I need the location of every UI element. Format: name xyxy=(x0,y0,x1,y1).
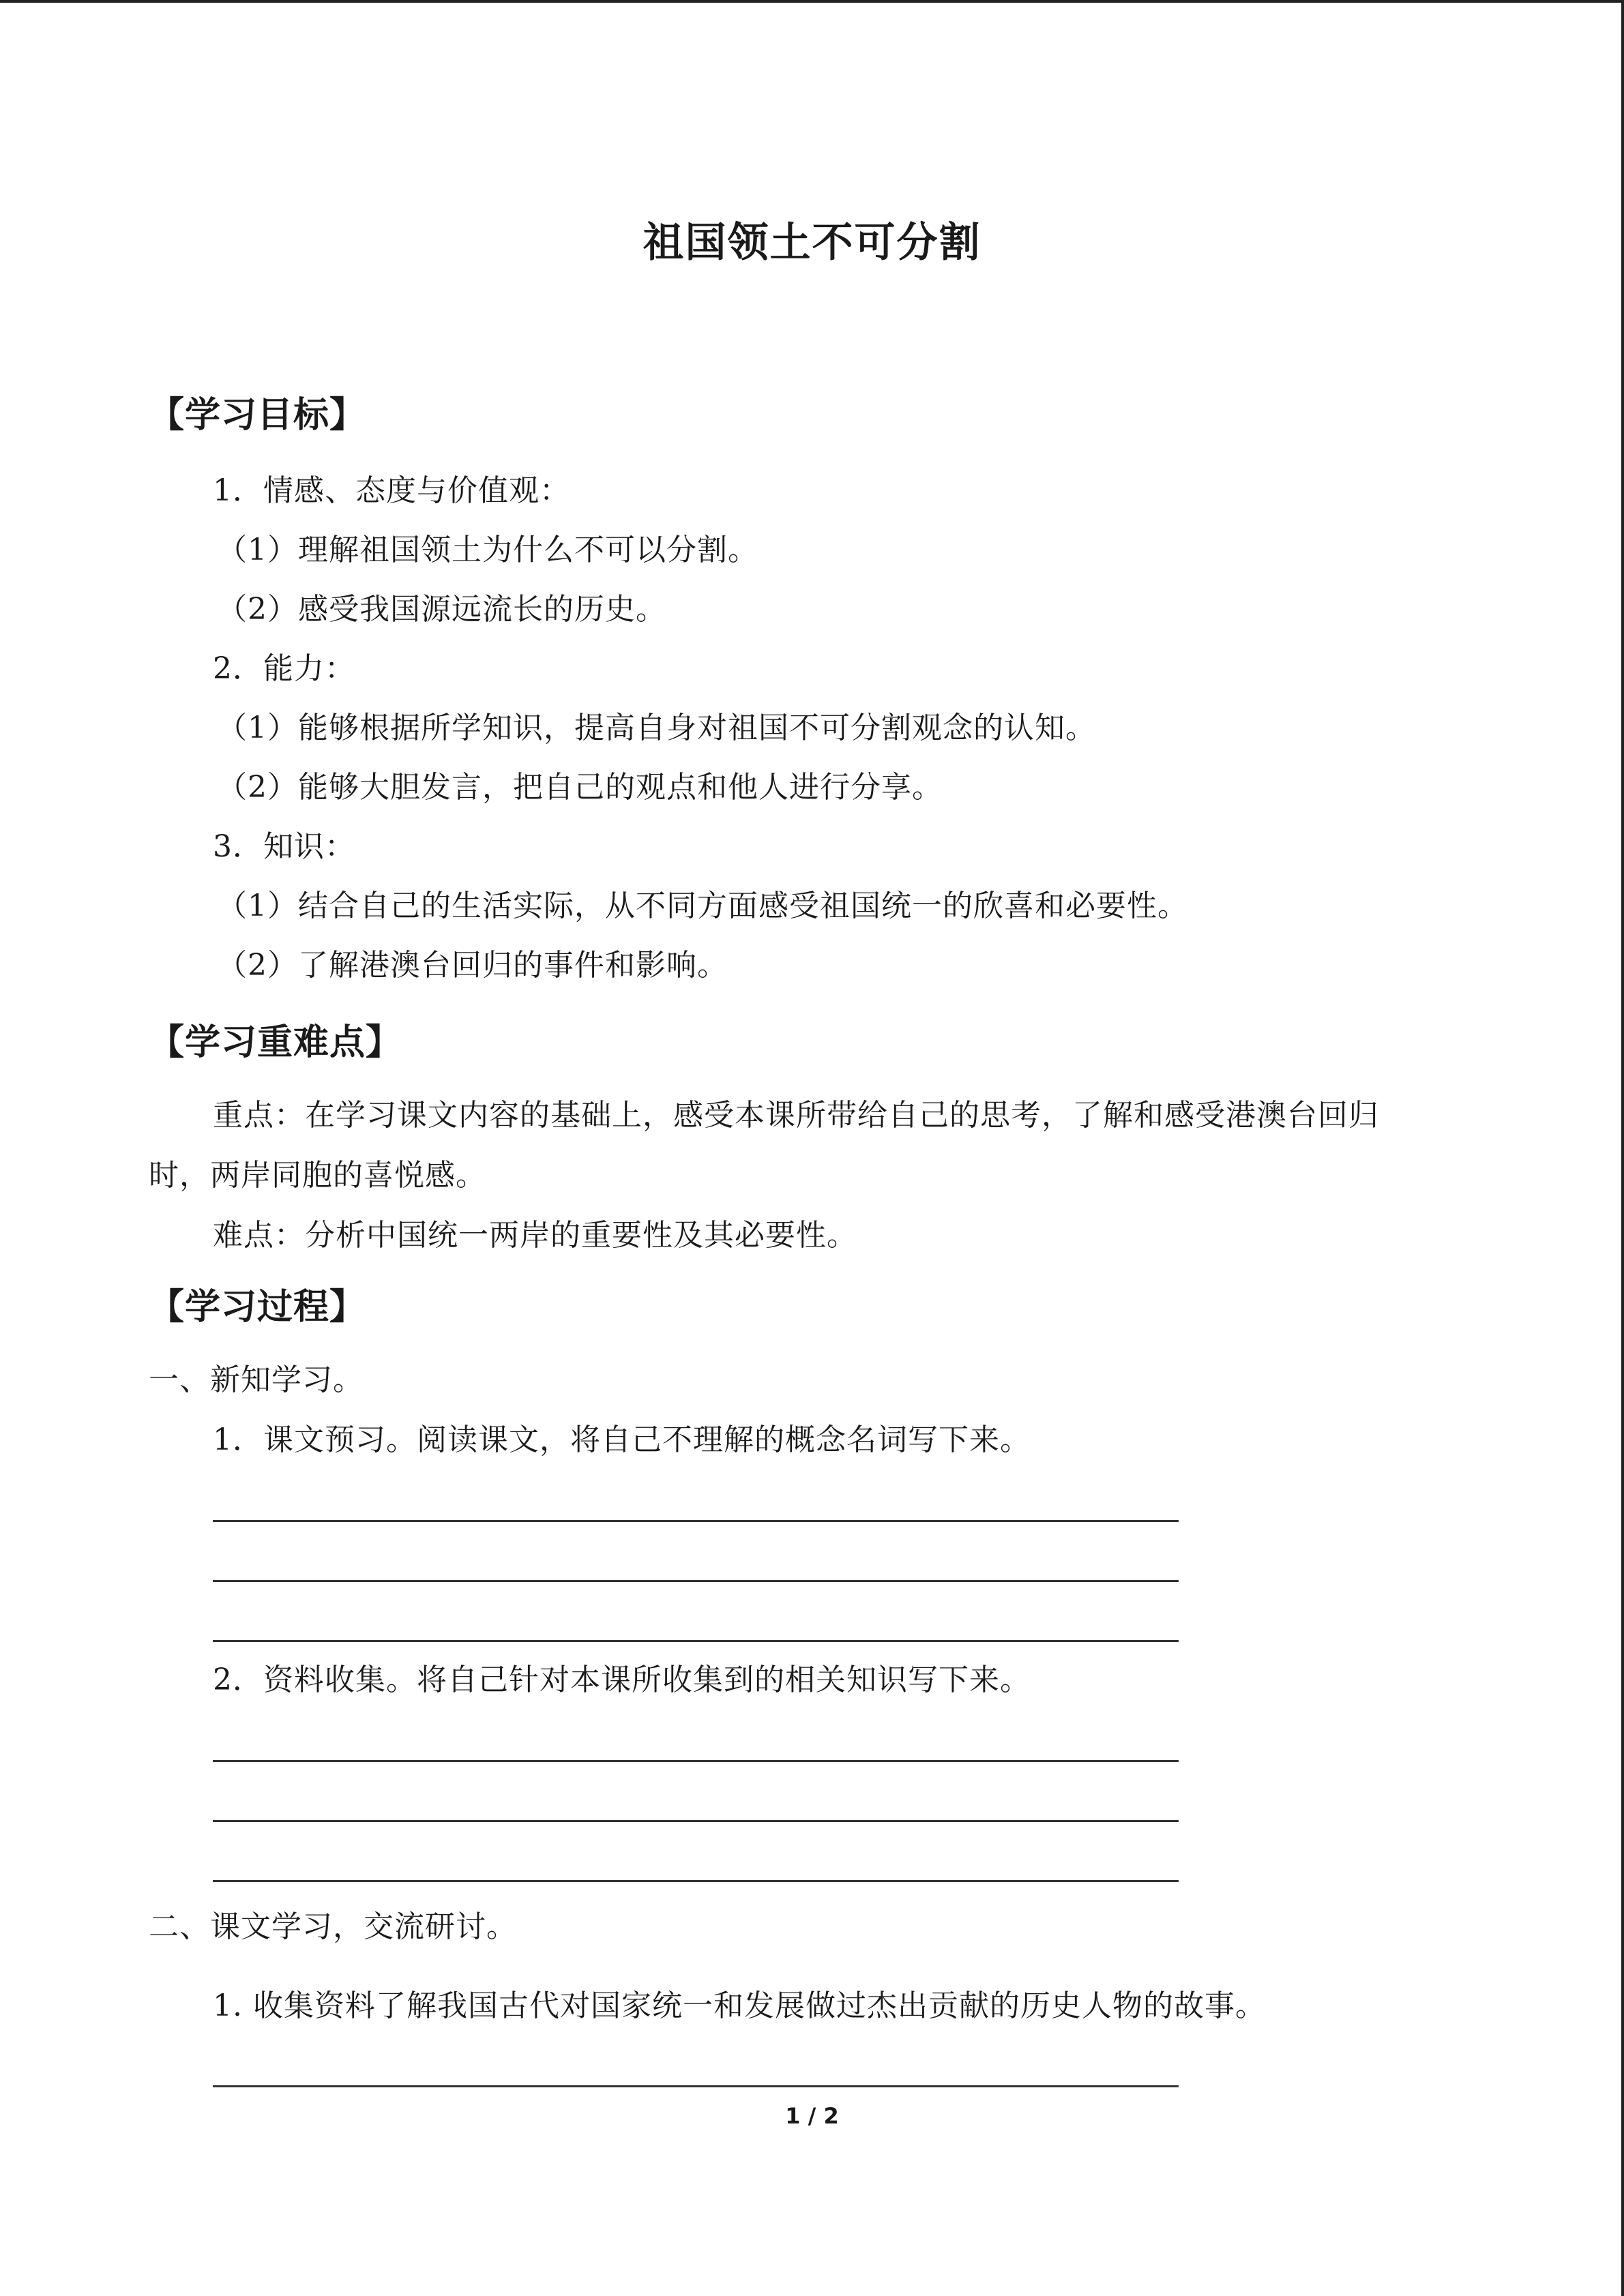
objective-item-1-sub-2: （2）感受我国源远流长的历史。 xyxy=(217,592,666,627)
objective-item-1: 1．情感、态度与价值观： xyxy=(213,473,570,508)
process-heading: 【学习过程】 xyxy=(149,1287,366,1328)
objective-item-2-sub-2: （2）能够大胆发言，把自己的观点和他人进行分享。 xyxy=(217,770,943,805)
answer-line xyxy=(213,2085,1179,2087)
page-border-top xyxy=(0,0,1624,3)
objective-item-3: 3．知识： xyxy=(213,829,355,864)
page-border-right xyxy=(1621,0,1624,2296)
answer-line xyxy=(213,1820,1179,1822)
objective-item-2-sub-1: （1）能够根据所学知识，提高自身对祖国不可分割观念的认知。 xyxy=(217,711,1096,745)
part-1-title: 一、新知学习。 xyxy=(149,1362,364,1397)
objective-item-3-sub-2: （2）了解港澳台回归的事件和影响。 xyxy=(217,948,728,983)
part-2-title: 二、课文学习，交流研讨。 xyxy=(149,1909,517,1944)
objective-item-1-sub-1: （1）理解祖国领土为什么不可以分割。 xyxy=(217,533,758,567)
document-title: 祖国领土不可分割 xyxy=(643,219,981,267)
answer-line xyxy=(213,1520,1179,1522)
part-1-item-2: 2．资料收集。将自己针对本课所收集到的相关知识写下来。 xyxy=(213,1663,1031,1697)
page-number: 1 / 2 xyxy=(785,2103,839,2129)
part-2-item-1: 1. 收集资料了解我国古代对国家统一和发展做过杰出贡献的历史人物的故事。 xyxy=(213,1988,1266,2023)
answer-line xyxy=(213,1880,1179,1882)
focus-text-line-2: 时，两岸同胞的喜悦感。 xyxy=(149,1158,486,1193)
key-points-heading: 【学习重难点】 xyxy=(149,1022,402,1063)
objective-item-2: 2．能力： xyxy=(213,651,355,686)
focus-text-line-1: 重点：在学习课文内容的基础上，感受本课所带给自己的思考，了解和感受港澳台回归 xyxy=(213,1098,1379,1133)
answer-line xyxy=(213,1580,1179,1582)
answer-line xyxy=(213,1760,1179,1762)
answer-line xyxy=(213,1640,1179,1642)
objective-item-3-sub-1: （1）结合自己的生活实际，从不同方面感受祖国统一的欣喜和必要性。 xyxy=(217,889,1188,923)
difficulty-text: 难点：分析中国统一两岸的重要性及其必要性。 xyxy=(213,1218,857,1253)
objectives-heading: 【学习目标】 xyxy=(149,395,366,436)
part-1-item-1: 1．课文预习。阅读课文，将自己不理解的概念名词写下来。 xyxy=(213,1422,1031,1457)
